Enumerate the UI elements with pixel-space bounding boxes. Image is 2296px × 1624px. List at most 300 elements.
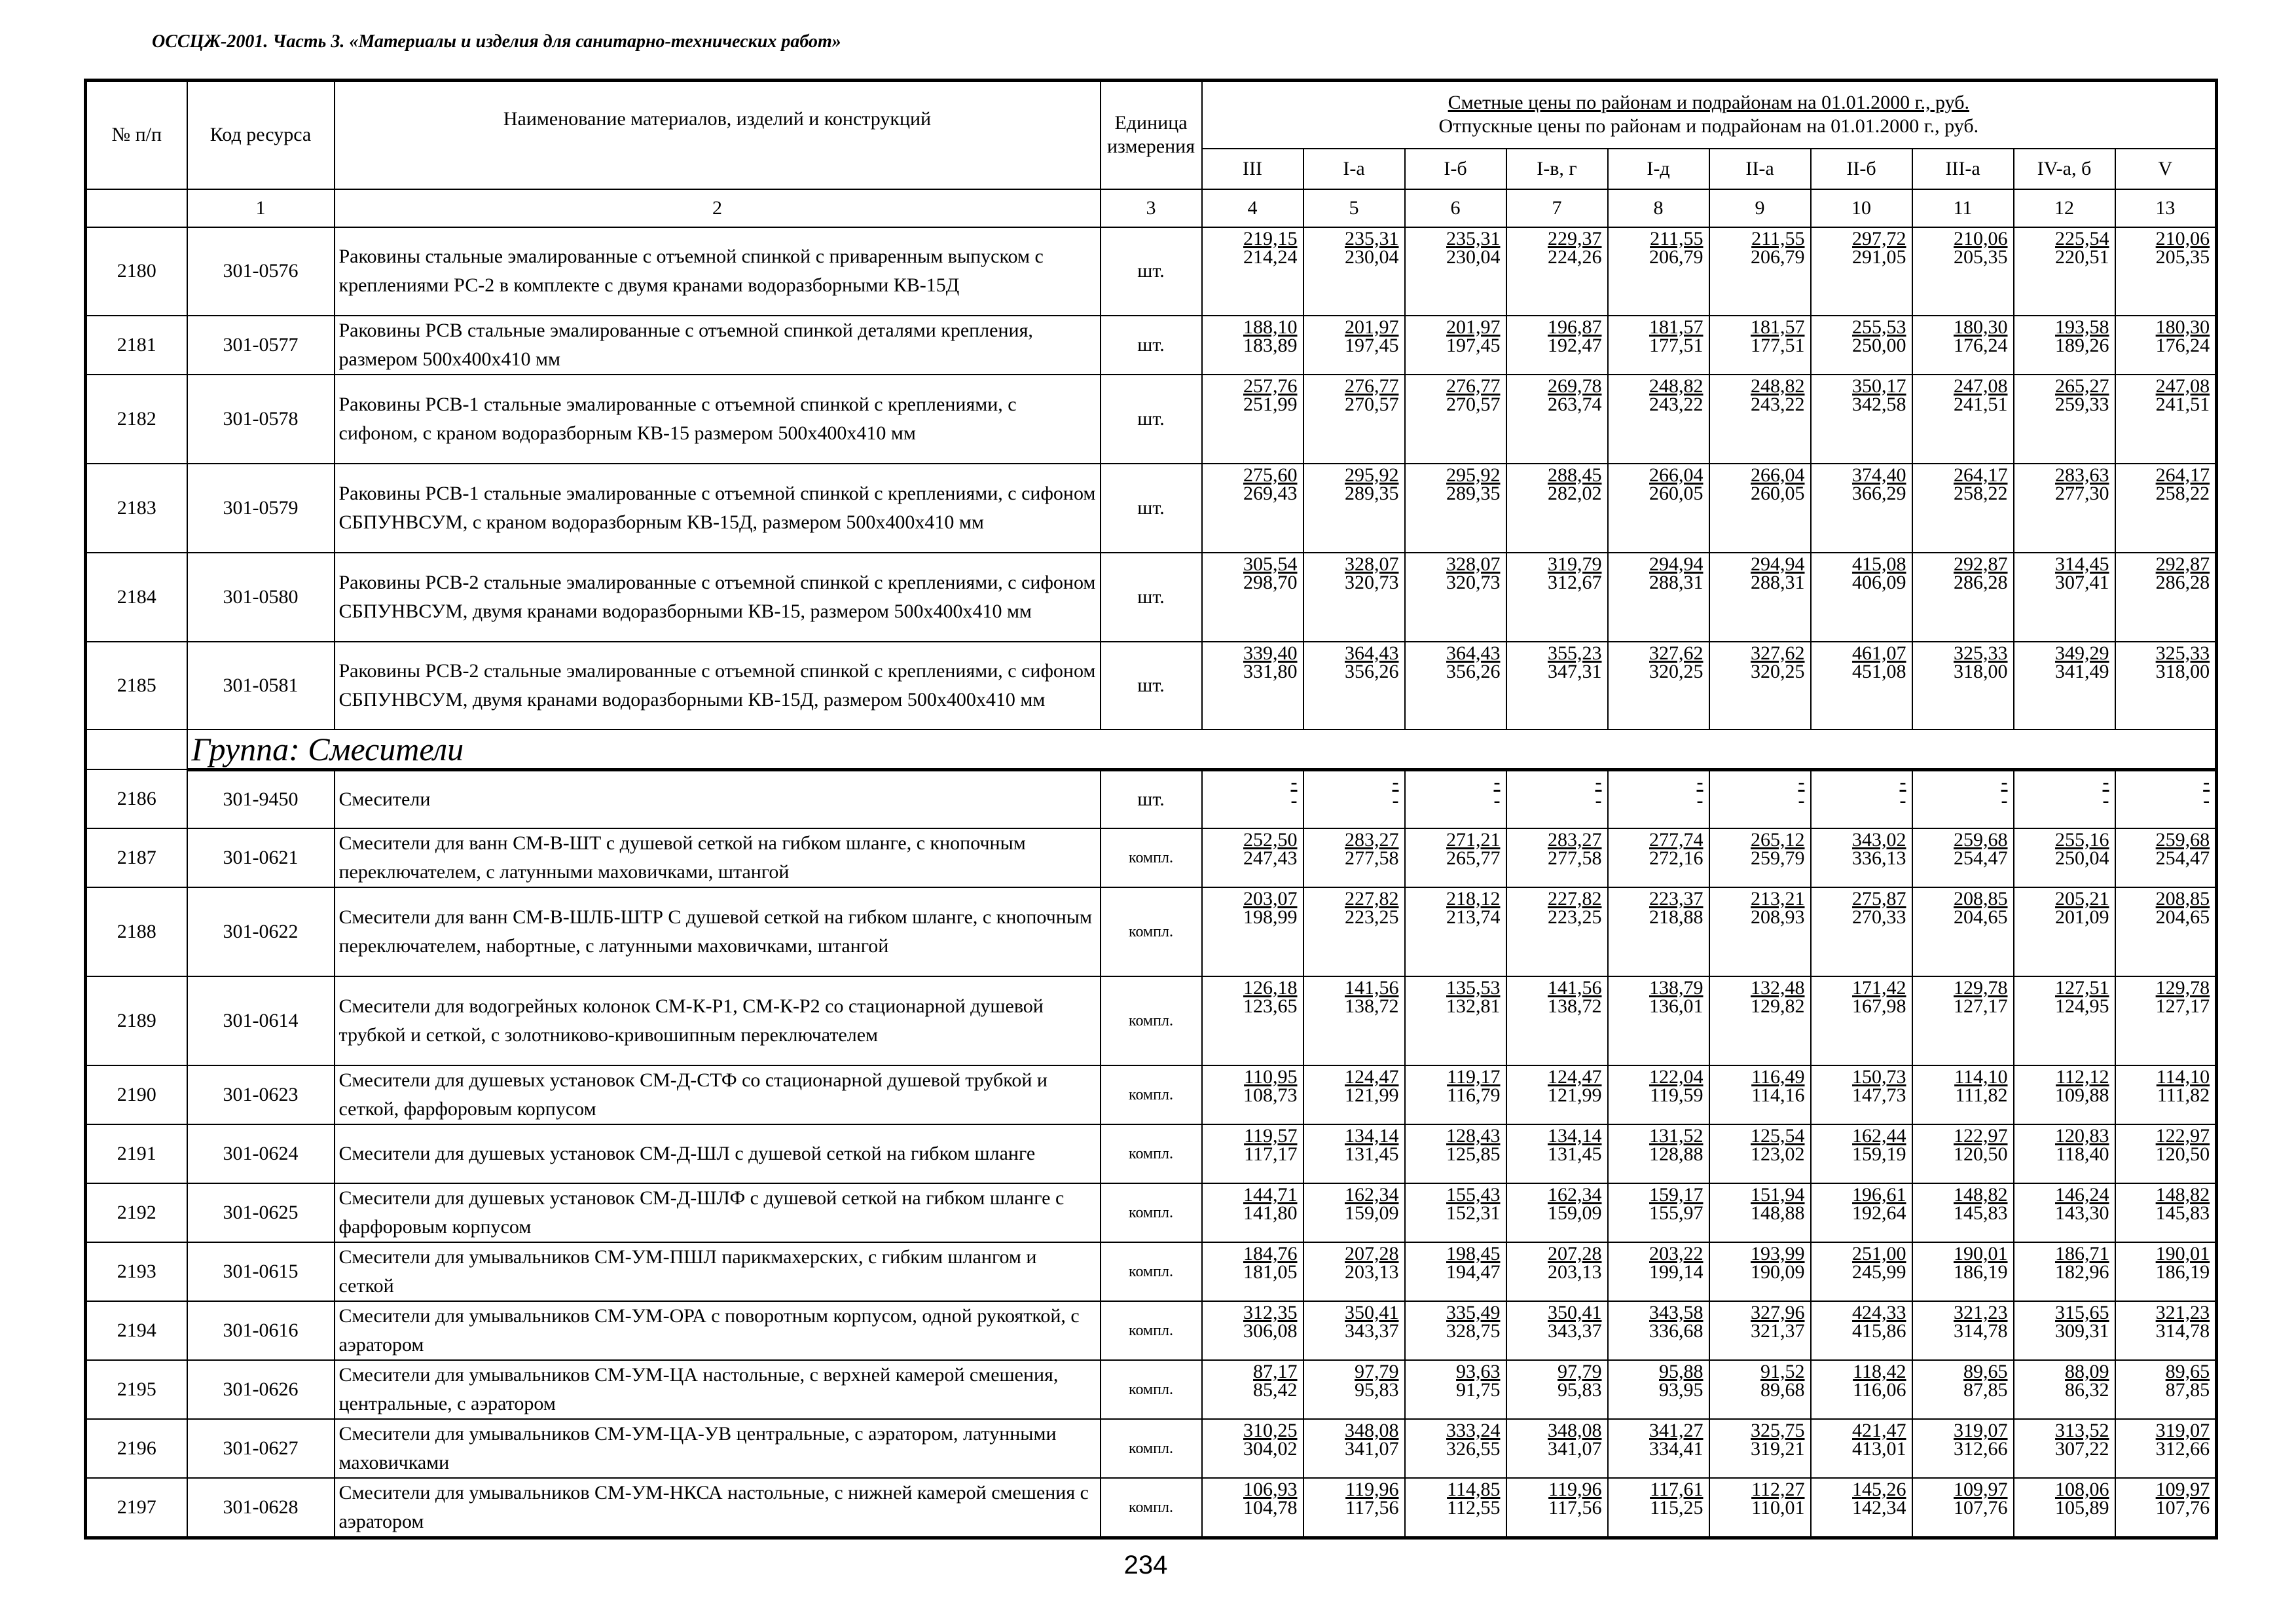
column-number-empty	[86, 189, 187, 227]
release-price: 109,88	[2055, 1084, 2109, 1106]
region-header: II-б	[1811, 149, 1912, 189]
release-price: 208,93	[1751, 906, 1805, 928]
column-number: 8	[1608, 189, 1709, 227]
row-number: 2183	[86, 464, 187, 553]
price-cell	[1405, 1065, 1506, 1124]
resource-code: 301-0621	[187, 828, 335, 887]
row-number: 2190	[86, 1065, 187, 1124]
estimate-price: 87,17	[1253, 1361, 1298, 1382]
estimate-price: 89,65	[2165, 1361, 2210, 1382]
estimate-price: 127,51	[2055, 977, 2109, 999]
resource-code: 301-0579	[187, 464, 335, 553]
release-price: 116,06	[1853, 1379, 1906, 1401]
group-title: Группа: Смесители	[187, 729, 2217, 770]
estimate-price: 118,42	[1853, 1361, 1906, 1382]
price-cell	[1202, 976, 1303, 1065]
price-cell	[1506, 464, 1608, 553]
price-cell	[1912, 464, 2014, 553]
release-price: 259,79	[1751, 847, 1805, 869]
release-price: 182,96	[2055, 1261, 2109, 1283]
price-cell	[1709, 553, 1811, 642]
material-name: Раковины стальные эмалированные с отъемной спинкой с приваренным выпуском с креплениями РС-2 в комплекте с двумя кранами водоразборными КВ-15Д	[335, 227, 1101, 316]
price-cell	[1811, 828, 1912, 887]
unit: шт.	[1101, 227, 1202, 316]
release-price: 197,45	[1446, 334, 1501, 356]
price-cell	[2115, 1242, 2217, 1301]
release-price: 298,70	[1243, 571, 1298, 593]
release-price: 127,17	[2155, 995, 2210, 1017]
release-price: 230,04	[1345, 246, 1399, 268]
price-cell	[2115, 828, 2217, 887]
price-cell	[1912, 1124, 2014, 1183]
table-row	[86, 553, 2217, 642]
release-price: 143,30	[2055, 1202, 2109, 1224]
price-cell	[1303, 1242, 1405, 1301]
estimate-price: 327,62	[1649, 642, 1704, 664]
estimate-price: 235,31	[1446, 227, 1501, 249]
price-cell	[1709, 316, 1811, 375]
price-cell	[1506, 1065, 1608, 1124]
material-name: Смесители для ванн СМ-В-ШЛБ-ШТР С душевой сеткой на гибком шланге, с кнопочным переключателем, набортные, с латунными маховичками, штангой	[335, 887, 1101, 976]
estimate-price: 144,71	[1243, 1184, 1298, 1206]
estimate-price: 134,14	[1345, 1125, 1399, 1147]
price-cell	[1709, 375, 1811, 464]
release-price: 259,33	[2055, 393, 2109, 415]
table-row	[86, 1419, 2217, 1478]
price-cell	[2014, 1419, 2115, 1478]
column-number: 12	[2014, 189, 2115, 227]
price-cell	[1608, 1124, 1709, 1183]
estimate-price: 319,07	[1954, 1420, 2008, 1441]
table-row	[86, 642, 2217, 729]
estimate-price: 208,85	[1954, 888, 2008, 910]
price-cell	[1608, 828, 1709, 887]
release-price: 319,21	[1751, 1438, 1805, 1460]
price-cell	[1608, 553, 1709, 642]
release-price: 250,00	[1852, 334, 1906, 356]
price-cell	[1202, 316, 1303, 375]
estimate-price: 124,47	[1345, 1066, 1399, 1088]
release-price: 413,01	[1852, 1438, 1906, 1460]
release-price: 320,25	[1751, 660, 1805, 682]
price-cell	[1202, 1065, 1303, 1124]
price-cell	[1912, 553, 2014, 642]
release-price: 136,01	[1649, 995, 1704, 1017]
price-cell	[1202, 887, 1303, 976]
price-cell	[1709, 976, 1811, 1065]
price-cell	[1506, 553, 1608, 642]
release-price: 224,26	[1548, 246, 1602, 268]
price-cell	[1811, 976, 1912, 1065]
estimate-price: 295,92	[1446, 464, 1501, 486]
release-price: 107,76	[2155, 1497, 2210, 1519]
release-price: 451,08	[1852, 660, 1906, 682]
release-price: 258,22	[2155, 482, 2210, 504]
estimate-price: 181,57	[1751, 316, 1805, 338]
price-cell	[1506, 1419, 1608, 1478]
release-price: 104,78	[1243, 1497, 1298, 1519]
estimate-price: 120,83	[2055, 1125, 2109, 1147]
price-cell	[1303, 642, 1405, 729]
prices-title-smet: Сметные цены по районам и подрайонам на 01.01.2000 г., руб.	[1448, 92, 1969, 114]
price-cell	[1202, 769, 1303, 828]
price-cell	[1506, 316, 1608, 375]
estimate-price: 112,12	[2056, 1066, 2109, 1088]
price-cell	[1303, 1124, 1405, 1183]
price-cell	[1912, 976, 2014, 1065]
price-cell	[1202, 828, 1303, 887]
release-price: 318,00	[2155, 660, 2210, 682]
release-price: 129,82	[1751, 995, 1805, 1017]
estimate-price: 341,27	[1649, 1420, 1704, 1441]
resource-code: 301-0625	[187, 1183, 335, 1242]
table-row	[86, 828, 2217, 887]
estimate-price: 196,87	[1548, 316, 1602, 338]
release-price: 176,24	[2155, 334, 2210, 356]
release-price: 203,13	[1345, 1261, 1399, 1283]
release-price: 167,98	[1852, 995, 1906, 1017]
price-cell	[1405, 1419, 1506, 1478]
table-row	[86, 1124, 2217, 1183]
estimate-price: 150,73	[1852, 1066, 1906, 1088]
release-price: 406,09	[1852, 571, 1906, 593]
release-price: 341,07	[1548, 1438, 1602, 1460]
table-row	[86, 227, 2217, 316]
price-cell	[1506, 1360, 1608, 1419]
estimate-price: 325,33	[2155, 642, 2210, 664]
release-price: 245,99	[1852, 1261, 1906, 1283]
price-cell	[1405, 828, 1506, 887]
price-cell	[2014, 642, 2115, 729]
page-number: 234	[1123, 1551, 1168, 1579]
estimate-price: 292,87	[2155, 553, 2210, 575]
price-cell	[1303, 1183, 1405, 1242]
unit: шт.	[1101, 769, 1202, 828]
release-price: 86,32	[2065, 1379, 2109, 1401]
price-cell	[1506, 1124, 1608, 1183]
price-cell	[1202, 1360, 1303, 1419]
price-cell	[2014, 553, 2115, 642]
release-price: 241,51	[1954, 393, 2008, 415]
price-cell	[1709, 1242, 1811, 1301]
column-number: 7	[1506, 189, 1608, 227]
estimate-price: 148,82	[2155, 1184, 2210, 1206]
price-cell	[1912, 1360, 2014, 1419]
row-number: 2195	[86, 1360, 187, 1419]
price-cell	[1709, 1301, 1811, 1360]
price-cell	[1303, 1301, 1405, 1360]
estimate-price: 114,85	[1447, 1479, 1501, 1500]
release-price: 328,75	[1446, 1320, 1501, 1342]
table-row	[86, 1301, 2217, 1360]
price-cell	[1405, 642, 1506, 729]
estimate-price: 106,93	[1243, 1479, 1298, 1500]
release-price: 117,17	[1244, 1143, 1298, 1165]
price-cell	[2115, 464, 2217, 553]
price-cell	[1405, 375, 1506, 464]
estimate-price: 374,40	[1852, 464, 1906, 486]
release-price: 272,16	[1649, 847, 1704, 869]
price-cell	[1811, 887, 1912, 976]
price-cell	[1608, 642, 1709, 729]
price-cell	[1811, 1360, 1912, 1419]
price-cell	[1405, 887, 1506, 976]
estimate-price: 247,08	[1954, 375, 2008, 397]
row-number: 2186	[86, 769, 187, 828]
price-cell	[1811, 227, 1912, 316]
release-price: 334,41	[1649, 1438, 1704, 1460]
estimate-price: 421,47	[1852, 1420, 1906, 1441]
column-number: 2	[335, 189, 1101, 227]
release-price: 320,25	[1649, 660, 1704, 682]
price-cell	[1506, 1301, 1608, 1360]
price-cell	[1709, 887, 1811, 976]
estimate-price: 171,42	[1852, 977, 1906, 999]
release-price: 138,72	[1548, 995, 1602, 1017]
release-price: 198,99	[1243, 906, 1298, 928]
release-price: 124,95	[2055, 995, 2109, 1017]
estimate-price: 159,17	[1649, 1184, 1704, 1206]
price-cell	[2115, 1478, 2217, 1538]
price-cell	[1405, 1183, 1506, 1242]
price-cell	[1202, 1301, 1303, 1360]
estimate-price: 162,44	[1852, 1125, 1906, 1147]
price-cell	[1912, 1419, 2014, 1478]
estimate-price: 89,65	[1963, 1361, 2008, 1382]
row-number: 2191	[86, 1124, 187, 1183]
col-header-prices	[1202, 81, 2217, 149]
estimate-price: 124,47	[1548, 1066, 1602, 1088]
price-cell	[1202, 375, 1303, 464]
release-price: 289,35	[1345, 482, 1399, 504]
estimate-price: 190,01	[2155, 1243, 2210, 1264]
estimate-price: 196,61	[1852, 1184, 1906, 1206]
release-price: 121,99	[1345, 1084, 1399, 1106]
release-price: 95,83	[1558, 1379, 1602, 1401]
release-price: 214,24	[1243, 246, 1298, 268]
resource-code: 301-0577	[187, 316, 335, 375]
release-price: 288,31	[1751, 571, 1805, 593]
price-cell	[1405, 976, 1506, 1065]
estimate-price: 210,06	[2155, 227, 2210, 249]
price-cell	[1811, 1124, 1912, 1183]
price-cell	[1405, 316, 1506, 375]
price-cell	[1912, 1478, 2014, 1538]
release-price: 117,56	[1345, 1497, 1399, 1519]
row-number: 2194	[86, 1301, 187, 1360]
unit: компл.	[1101, 828, 1202, 887]
estimate-price: 259,68	[1954, 829, 2008, 851]
row-number: 2180	[86, 227, 187, 316]
release-price: 230,04	[1446, 246, 1501, 268]
release-price: 320,73	[1446, 571, 1501, 593]
price-cell	[1608, 887, 1709, 976]
release-price: 286,28	[1954, 571, 2008, 593]
release-price: 142,34	[1852, 1497, 1906, 1519]
release-price: 205,35	[1954, 246, 2008, 268]
price-cell	[2014, 316, 2115, 375]
price-cell	[1811, 1478, 1912, 1538]
release-price: 336,68	[1649, 1320, 1704, 1342]
estimate-price: 264,17	[1954, 464, 2008, 486]
material-name: Смесители для умывальников СМ-УМ-ЦА-УВ центральные, с аэратором, латунными маховичками	[335, 1419, 1101, 1478]
release-price: 87,85	[1963, 1379, 2008, 1401]
estimate-price: 131,52	[1649, 1125, 1704, 1147]
estimate-price: -	[2102, 771, 2109, 793]
estimate-price: 333,24	[1446, 1420, 1501, 1441]
estimate-price: 119,96	[1548, 1479, 1602, 1500]
unit: шт.	[1101, 316, 1202, 375]
price-cell	[2115, 1183, 2217, 1242]
release-price: 89,68	[1760, 1379, 1805, 1401]
estimate-price: 129,78	[1954, 977, 2008, 999]
estimate-price: 348,08	[1548, 1420, 1602, 1441]
price-cell	[1709, 1124, 1811, 1183]
estimate-price: 255,53	[1852, 316, 1906, 338]
unit: компл.	[1101, 887, 1202, 976]
estimate-price: 201,97	[1446, 316, 1501, 338]
estimate-price: 264,17	[2155, 464, 2210, 486]
unit: компл.	[1101, 1183, 1202, 1242]
release-price: 204,65	[1954, 906, 2008, 928]
release-price: 218,88	[1649, 906, 1704, 928]
column-number: 1	[187, 189, 335, 227]
estimate-price: 335,49	[1446, 1302, 1501, 1323]
price-cell	[1912, 828, 2014, 887]
release-price: 321,37	[1751, 1320, 1805, 1342]
release-price: 213,74	[1446, 906, 1501, 928]
estimate-price: 364,43	[1345, 642, 1399, 664]
release-price: 243,22	[1649, 393, 1704, 415]
resource-code: 301-0615	[187, 1242, 335, 1301]
release-price: 291,05	[1852, 246, 1906, 268]
estimate-price: 148,82	[1954, 1184, 2008, 1206]
table-row	[86, 1360, 2217, 1419]
column-number: 3	[1101, 189, 1202, 227]
release-price: 132,81	[1446, 995, 1501, 1017]
release-price: 415,86	[1852, 1320, 1906, 1342]
price-cell	[2115, 976, 2217, 1065]
estimate-price: 276,77	[1345, 375, 1399, 397]
release-price: 114,16	[1751, 1084, 1805, 1106]
unit: компл.	[1101, 1065, 1202, 1124]
estimate-price: 271,21	[1446, 829, 1501, 851]
release-price: 145,83	[1954, 1202, 2008, 1224]
estimate-price: 162,34	[1345, 1184, 1399, 1206]
price-cell	[1912, 1183, 2014, 1242]
estimate-price: 88,09	[2065, 1361, 2109, 1382]
release-price: -	[1595, 789, 1602, 811]
estimate-price: -	[1493, 771, 1501, 793]
price-cell	[1303, 316, 1405, 375]
release-price: 186,19	[2155, 1261, 2210, 1283]
estimate-price: 119,57	[1244, 1125, 1298, 1147]
estimate-price: 114,10	[2156, 1066, 2210, 1088]
estimate-price: 91,52	[1760, 1361, 1805, 1382]
price-cell	[1709, 1478, 1811, 1538]
price-cell	[1202, 227, 1303, 316]
estimate-price: 252,50	[1243, 829, 1298, 851]
document-header: ОССЦЖ-2001. Часть 3. «Материалы и изделия для санитарно-технических работ»	[152, 31, 841, 52]
region-header: I-в, г	[1506, 149, 1608, 189]
resource-code: 301-0627	[187, 1419, 335, 1478]
material-name: Смесители для умывальников СМ-УМ-ЦА настольные, с верхней камерой смешения, центральные, с аэратором	[335, 1360, 1101, 1419]
release-price: 121,99	[1548, 1084, 1602, 1106]
release-price: 145,83	[2155, 1202, 2210, 1224]
column-number: 9	[1709, 189, 1811, 227]
estimate-price: 295,92	[1345, 464, 1399, 486]
price-cell	[1405, 769, 1506, 828]
release-price: 95,83	[1355, 1379, 1399, 1401]
price-cell	[1405, 1478, 1506, 1538]
estimate-price: 283,27	[1548, 829, 1602, 851]
release-price: 336,13	[1852, 847, 1906, 869]
row-number: 2181	[86, 316, 187, 375]
price-cell	[1912, 1242, 2014, 1301]
estimate-price: 275,60	[1243, 464, 1298, 486]
release-price: -	[1290, 789, 1298, 811]
estimate-price: 117,61	[1650, 1479, 1704, 1500]
estimate-price: 355,23	[1548, 642, 1602, 664]
price-cell	[2115, 1360, 2217, 1419]
estimate-price: 315,65	[2055, 1302, 2109, 1323]
estimate-price: 109,97	[2155, 1479, 2210, 1500]
estimate-price: 223,37	[1649, 888, 1704, 910]
estimate-price: 327,62	[1751, 642, 1805, 664]
release-price: 342,58	[1852, 393, 1906, 415]
region-header: V	[2115, 149, 2217, 189]
price-cell	[1912, 769, 2014, 828]
release-price: 128,88	[1649, 1143, 1704, 1165]
row-number: 2196	[86, 1419, 187, 1478]
price-cell	[2115, 227, 2217, 316]
estimate-price: 265,27	[2055, 375, 2109, 397]
column-number: 11	[1912, 189, 2014, 227]
estimate-price: 225,54	[2055, 227, 2109, 249]
region-header: I-д	[1608, 149, 1709, 189]
price-cell	[2014, 828, 2115, 887]
price-cell	[1202, 1478, 1303, 1538]
resource-code: 301-0622	[187, 887, 335, 976]
price-cell	[1405, 227, 1506, 316]
estimate-price: 128,43	[1446, 1125, 1501, 1147]
material-name: Раковины РСВ-2 стальные эмалированные с отъемной спинкой с креплениями, с сифоном СБПУНВСУМ, двумя кранами водоразборными КВ-15Д, размером 500х400х410 мм	[335, 642, 1101, 729]
price-cell	[1202, 464, 1303, 553]
release-price: 159,09	[1345, 1202, 1399, 1224]
release-price: 269,43	[1243, 482, 1298, 504]
unit: компл.	[1101, 1301, 1202, 1360]
release-price: 250,04	[2055, 847, 2109, 869]
table-row	[86, 1183, 2217, 1242]
release-price: 110,01	[1751, 1497, 1805, 1519]
price-cell	[2014, 769, 2115, 828]
price-cell	[1912, 642, 2014, 729]
estimate-price: 364,43	[1446, 642, 1501, 664]
release-price: -	[1899, 789, 1906, 811]
price-cell	[1709, 1183, 1811, 1242]
estimate-price: 461,07	[1852, 642, 1906, 664]
release-price: 183,89	[1243, 334, 1298, 356]
price-cell	[1608, 1419, 1709, 1478]
estimate-price: 247,08	[2155, 375, 2210, 397]
price-cell	[1202, 553, 1303, 642]
price-cell	[1811, 553, 1912, 642]
price-cell	[1303, 1478, 1405, 1538]
unit: компл.	[1101, 976, 1202, 1065]
estimate-price: 126,18	[1243, 977, 1298, 999]
estimate-price: 288,45	[1548, 464, 1602, 486]
resource-code: 301-0616	[187, 1301, 335, 1360]
